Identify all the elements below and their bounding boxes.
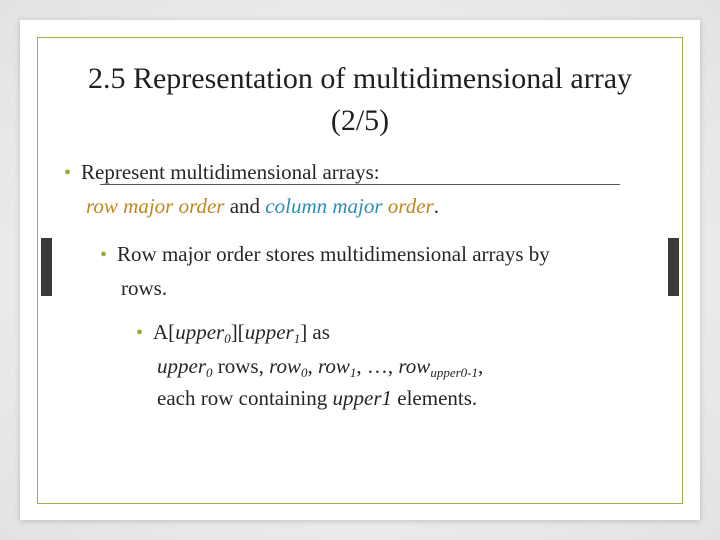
l3-part1: each row containing <box>157 386 333 410</box>
l3-part2: elements. <box>392 386 478 410</box>
bullet-3-line-2 <box>157 352 483 380</box>
bullet-2-text: Row major order stores multidimensional arrays by <box>117 242 550 266</box>
left-edge-tab <box>41 238 52 296</box>
and-word: and <box>229 194 261 218</box>
bullet-dot-icon: • <box>100 244 108 266</box>
title-line-1: 2.5 Representation of multidimensional array <box>87 62 633 95</box>
bullet-dot-icon: • <box>64 162 72 184</box>
column-major-term: column major <box>265 194 383 218</box>
l2-row-sub0: 0 <box>301 365 308 380</box>
bullet-1 <box>64 158 380 187</box>
b3-sub0: 0 <box>224 331 231 346</box>
l2-dots: , …, <box>356 354 399 378</box>
bullet-2 <box>100 240 550 269</box>
bullet-1-text: Represent multidimensional arrays: <box>81 160 380 184</box>
order-term-2: order <box>387 194 434 218</box>
bullet-3 <box>136 318 330 347</box>
l2-row: row <box>269 354 301 378</box>
bullet-dot-icon: • <box>136 322 144 344</box>
slide-title <box>20 58 700 142</box>
l2-rows: rows, <box>212 354 270 378</box>
l2-row-subn: upper0-1 <box>430 365 478 380</box>
order-term-1: order <box>178 194 225 218</box>
bullet-3-line-3 <box>157 384 477 412</box>
l2-end: , <box>477 354 484 378</box>
l2-row-b: row <box>318 354 350 378</box>
underline-rule <box>100 184 620 185</box>
b3-close: ] as <box>300 320 330 344</box>
right-edge-tab <box>668 238 679 296</box>
l2-sub0: 0 <box>206 365 213 380</box>
row-major-term: row major <box>86 194 174 218</box>
l2-upper: upper <box>157 354 206 378</box>
title-line-2: (2/5) <box>330 104 390 137</box>
l3-upper1: upper1 <box>332 386 393 410</box>
b3-A: A[ <box>153 320 176 344</box>
b3-upper: upper <box>175 320 225 344</box>
bullet-1-line-2 <box>86 192 439 220</box>
l2-comma: , <box>307 354 318 378</box>
l2-row-c: row <box>398 354 431 378</box>
l2-row-sub1: 1 <box>349 365 357 380</box>
bullet-2-line-2: rows. <box>121 276 168 300</box>
b3-sub1: 1 <box>293 331 301 346</box>
b3-upper-b: upper <box>244 320 294 344</box>
b3-mid: ][ <box>230 320 245 344</box>
period: . <box>433 194 439 218</box>
